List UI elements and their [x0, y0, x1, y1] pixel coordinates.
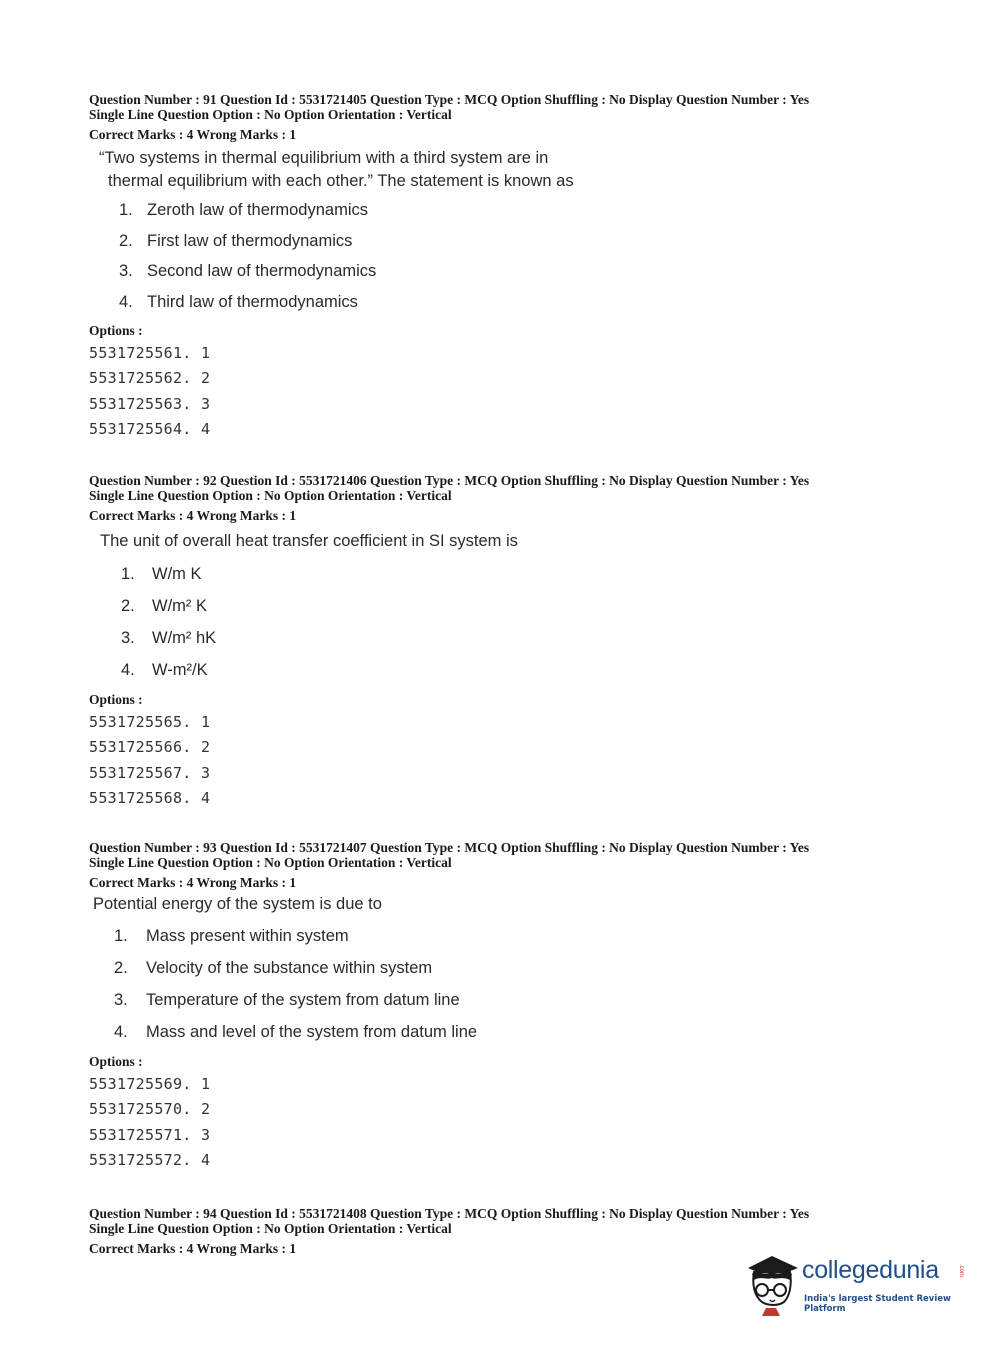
choice-item: 5531725567. 3: [89, 763, 211, 782]
option-item: 1. Mass present within system: [114, 927, 349, 945]
option-item: 3. Temperature of the system from datum line: [114, 991, 460, 1009]
meta-line-1: Question Number : 93 Question Id : 5531721407 Question Type : MCQ Option Shuffling : No Display Question Number : Yes: [89, 840, 810, 855]
option-item: 4. Third law of thermodynamics: [119, 292, 358, 311]
marks-line: Correct Marks : 4 Wrong Marks : 1: [89, 508, 297, 523]
logo-wordmark: collegedunia: [802, 1256, 939, 1284]
question-93: [89, 840, 949, 1173]
choice-item: 5531725568. 4: [89, 788, 211, 807]
option-item: 2. W/m² K: [121, 597, 207, 615]
stem-line-1: “Two systems in thermal equilibrium with a third system are in: [99, 149, 549, 167]
collegedunia-logo: [742, 1250, 972, 1320]
meta-line-2: Single Line Question Option : No Option Orientation : Vertical: [89, 107, 452, 122]
meta-line-1: Question Number : 94 Question Id : 5531721408 Question Type : MCQ Option Shuffling : No Display Question Number : Yes: [89, 1206, 810, 1221]
option-item: 4. Mass and level of the system from datum line: [114, 1023, 478, 1041]
option-item: 1. Zeroth law of thermodynamics: [119, 201, 369, 219]
option-item: 1. W/m K: [121, 565, 202, 583]
choice-list: [89, 1072, 949, 1173]
logo-tagline: India's largest Student Review Platform: [804, 1294, 951, 1314]
marks-line: Correct Marks : 4 Wrong Marks : 1: [89, 875, 297, 890]
question-91: [89, 92, 949, 442]
choice-item: 5531725570. 2: [89, 1100, 211, 1119]
options-label: Options :: [89, 323, 143, 338]
choice-item: 5531725566. 2: [89, 738, 211, 757]
choice-item: 5531725569. 1: [89, 1075, 211, 1093]
question-meta: [89, 92, 949, 142]
question-meta: [89, 1206, 949, 1256]
question-stem: [99, 147, 949, 193]
marks-line: Correct Marks : 4 Wrong Marks : 1: [89, 1241, 297, 1256]
choice-item: 5531725565. 1: [89, 713, 211, 731]
option-item: 2. First law of thermodynamics: [119, 231, 353, 250]
stem-line-2: thermal equilibrium with each other.” The statement is known as: [108, 172, 574, 190]
meta-line-2: Single Line Question Option : No Option Orientation : Vertical: [89, 855, 452, 870]
option-list: [114, 920, 949, 1048]
meta-line-1: Question Number : 91 Question Id : 5531721405 Question Type : MCQ Option Shuffling : No Display Question Number : Yes: [89, 92, 810, 107]
stem-line-1: Potential energy of the system is due to: [93, 895, 382, 913]
option-item: 2. Velocity of the substance within system: [114, 959, 433, 977]
meta-line-2: Single Line Question Option : No Option Orientation : Vertical: [89, 488, 452, 503]
choice-list: [89, 710, 949, 811]
meta-line-2: Single Line Question Option : No Option Orientation : Vertical: [89, 1221, 452, 1236]
option-list: [119, 195, 949, 317]
choice-item: 5531725563. 3: [89, 394, 211, 413]
question-92: [89, 473, 949, 811]
question-meta: [89, 473, 949, 523]
option-item: 4. W-m²/K: [121, 661, 208, 679]
choice-item: 5531725572. 4: [89, 1150, 211, 1169]
student-mascot-icon: [742, 1250, 804, 1318]
choice-item: 5531725571. 3: [89, 1125, 211, 1144]
question-stem: [100, 530, 949, 553]
choice-list: [89, 341, 949, 442]
options-label: Options :: [89, 1054, 143, 1069]
stem-line-1: The unit of overall heat transfer coefficient in SI system is: [100, 532, 518, 550]
option-item: 3. W/m² hK: [121, 629, 217, 647]
choice-item: 5531725564. 4: [89, 419, 211, 438]
option-list: [121, 558, 949, 686]
option-item: 3. Second law of thermodynamics: [119, 262, 377, 280]
marks-line: Correct Marks : 4 Wrong Marks : 1: [89, 127, 297, 142]
question-94: [89, 1206, 949, 1256]
question-meta: [89, 840, 949, 890]
options-label: Options :: [89, 692, 143, 707]
choice-item: 5531725562. 2: [89, 369, 211, 388]
meta-line-1: Question Number : 92 Question Id : 5531721406 Question Type : MCQ Option Shuffling : No Display Question Number : Yes: [89, 473, 810, 488]
logo-suffix: .com: [958, 1264, 964, 1278]
choice-item: 5531725561. 1: [89, 344, 211, 362]
question-stem: [93, 893, 949, 916]
